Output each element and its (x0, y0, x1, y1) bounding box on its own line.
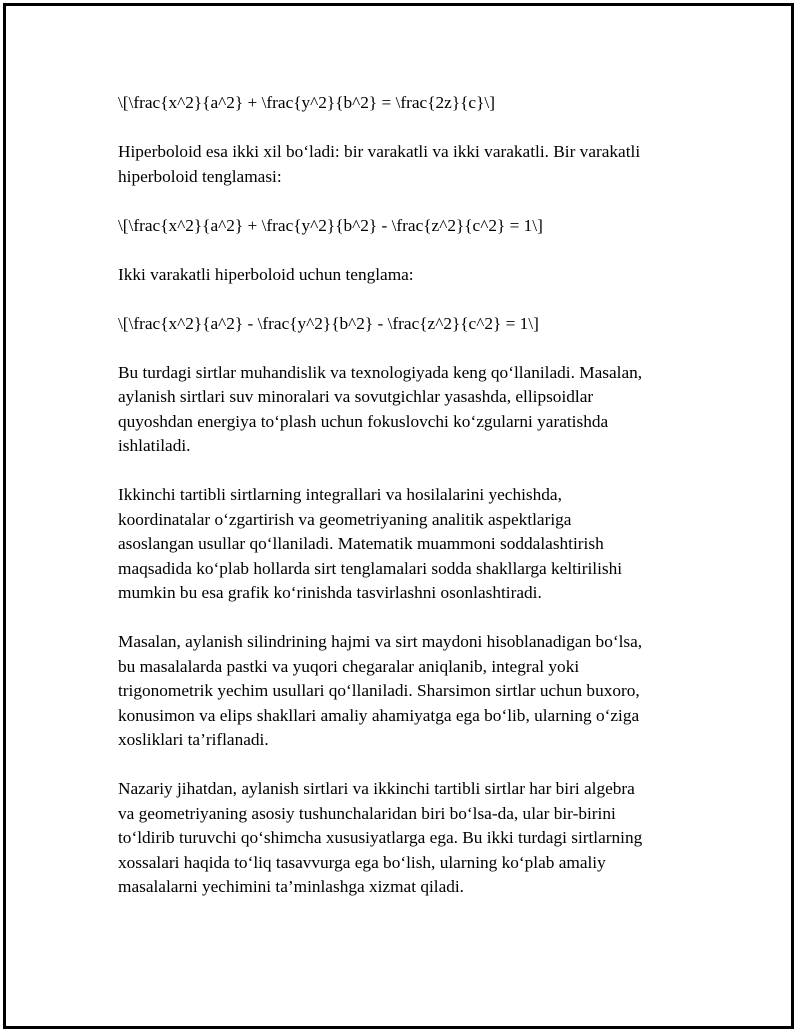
document-body (118, 91, 683, 924)
paragraph-integrals: Ikkinchi tartibli sirtlarning integrallari va hosilalarini yechishda, koordinatalar o‘zgartirish va geometriyaning analitik aspektlariga asoslangan usullar qo‘llaniladi. Matematik muammoni soddalashtirish maqsadida ko‘plab hollarda sirt tenglamalari sodda shakllarga keltirilishi mumkin bu esa grafik ko‘rinishda tasvirlashni osonlashtiradi. (118, 485, 623, 602)
equation-two-sheet-hyperboloid: \[\frac{x^2}{a^2} - \frac{y^2}{b^2} - \frac{z^2}{c^2} = 1\] (118, 313, 539, 333)
paragraph-applications: Bu turdagi sirtlar muhandislik va texnologiyada keng qo‘llaniladi. Masalan, aylanish sirtlari suv minoralari va sovutgichlar yasashda, ellipsoidlar quyoshdan energiya to‘plash uchun fokuslovchi ko‘zgularni yaratishda ishlatiladi. (118, 362, 643, 455)
paragraph-hyperboloid-intro: Hiperboloid esa ikki xil bo‘ladi: bir varakatli va ikki varakatli. Bir varakatli hiperboloid tenglamasi: (118, 142, 641, 186)
paragraph-theory: Nazariy jihatdan, aylanish sirtlari va ikkinchi tartibli sirtlar har biri algebra va geometriyaning asosiy tushunchalaridan biri bo‘lsa-da, ular bir-birini to‘ldirib turuvchi qo‘shimcha xususiyatlarga ega. Bu ikki turdagi sirtlarning xossalari haqida to‘liq tasavvurga ega bo‘lish, ularning ko‘plab amaliy masalalarni yechimini ta’minlashga xizmat qiladi. (118, 779, 643, 896)
equation-paraboloid: \[\frac{x^2}{a^2} + \frac{y^2}{b^2} = \frac{2z}{c}\] (118, 93, 495, 112)
paragraph-examples: Masalan, aylanish silindrining hajmi va sirt maydoni hisoblanadigan bo‘lsa, bu masalalarda pastki va yuqori chegaralar aniqlanib, integral yoki trigonometrik yechim usullari qo‘llaniladi. Sharsimon sirtlar uchun buxoro, konusimon va elips shakllari amaliy ahamiyatga ega bo‘lib, ularning o‘ziga xosliklari ta’riflanadi. (118, 632, 643, 749)
equation-one-sheet-hyperboloid: \[\frac{x^2}{a^2} + \frac{y^2}{b^2} - \frac{z^2}{c^2} = 1\] (118, 215, 543, 235)
paragraph-two-sheet-intro: Ikki varakatli hiperboloid uchun tenglama: (118, 264, 414, 284)
